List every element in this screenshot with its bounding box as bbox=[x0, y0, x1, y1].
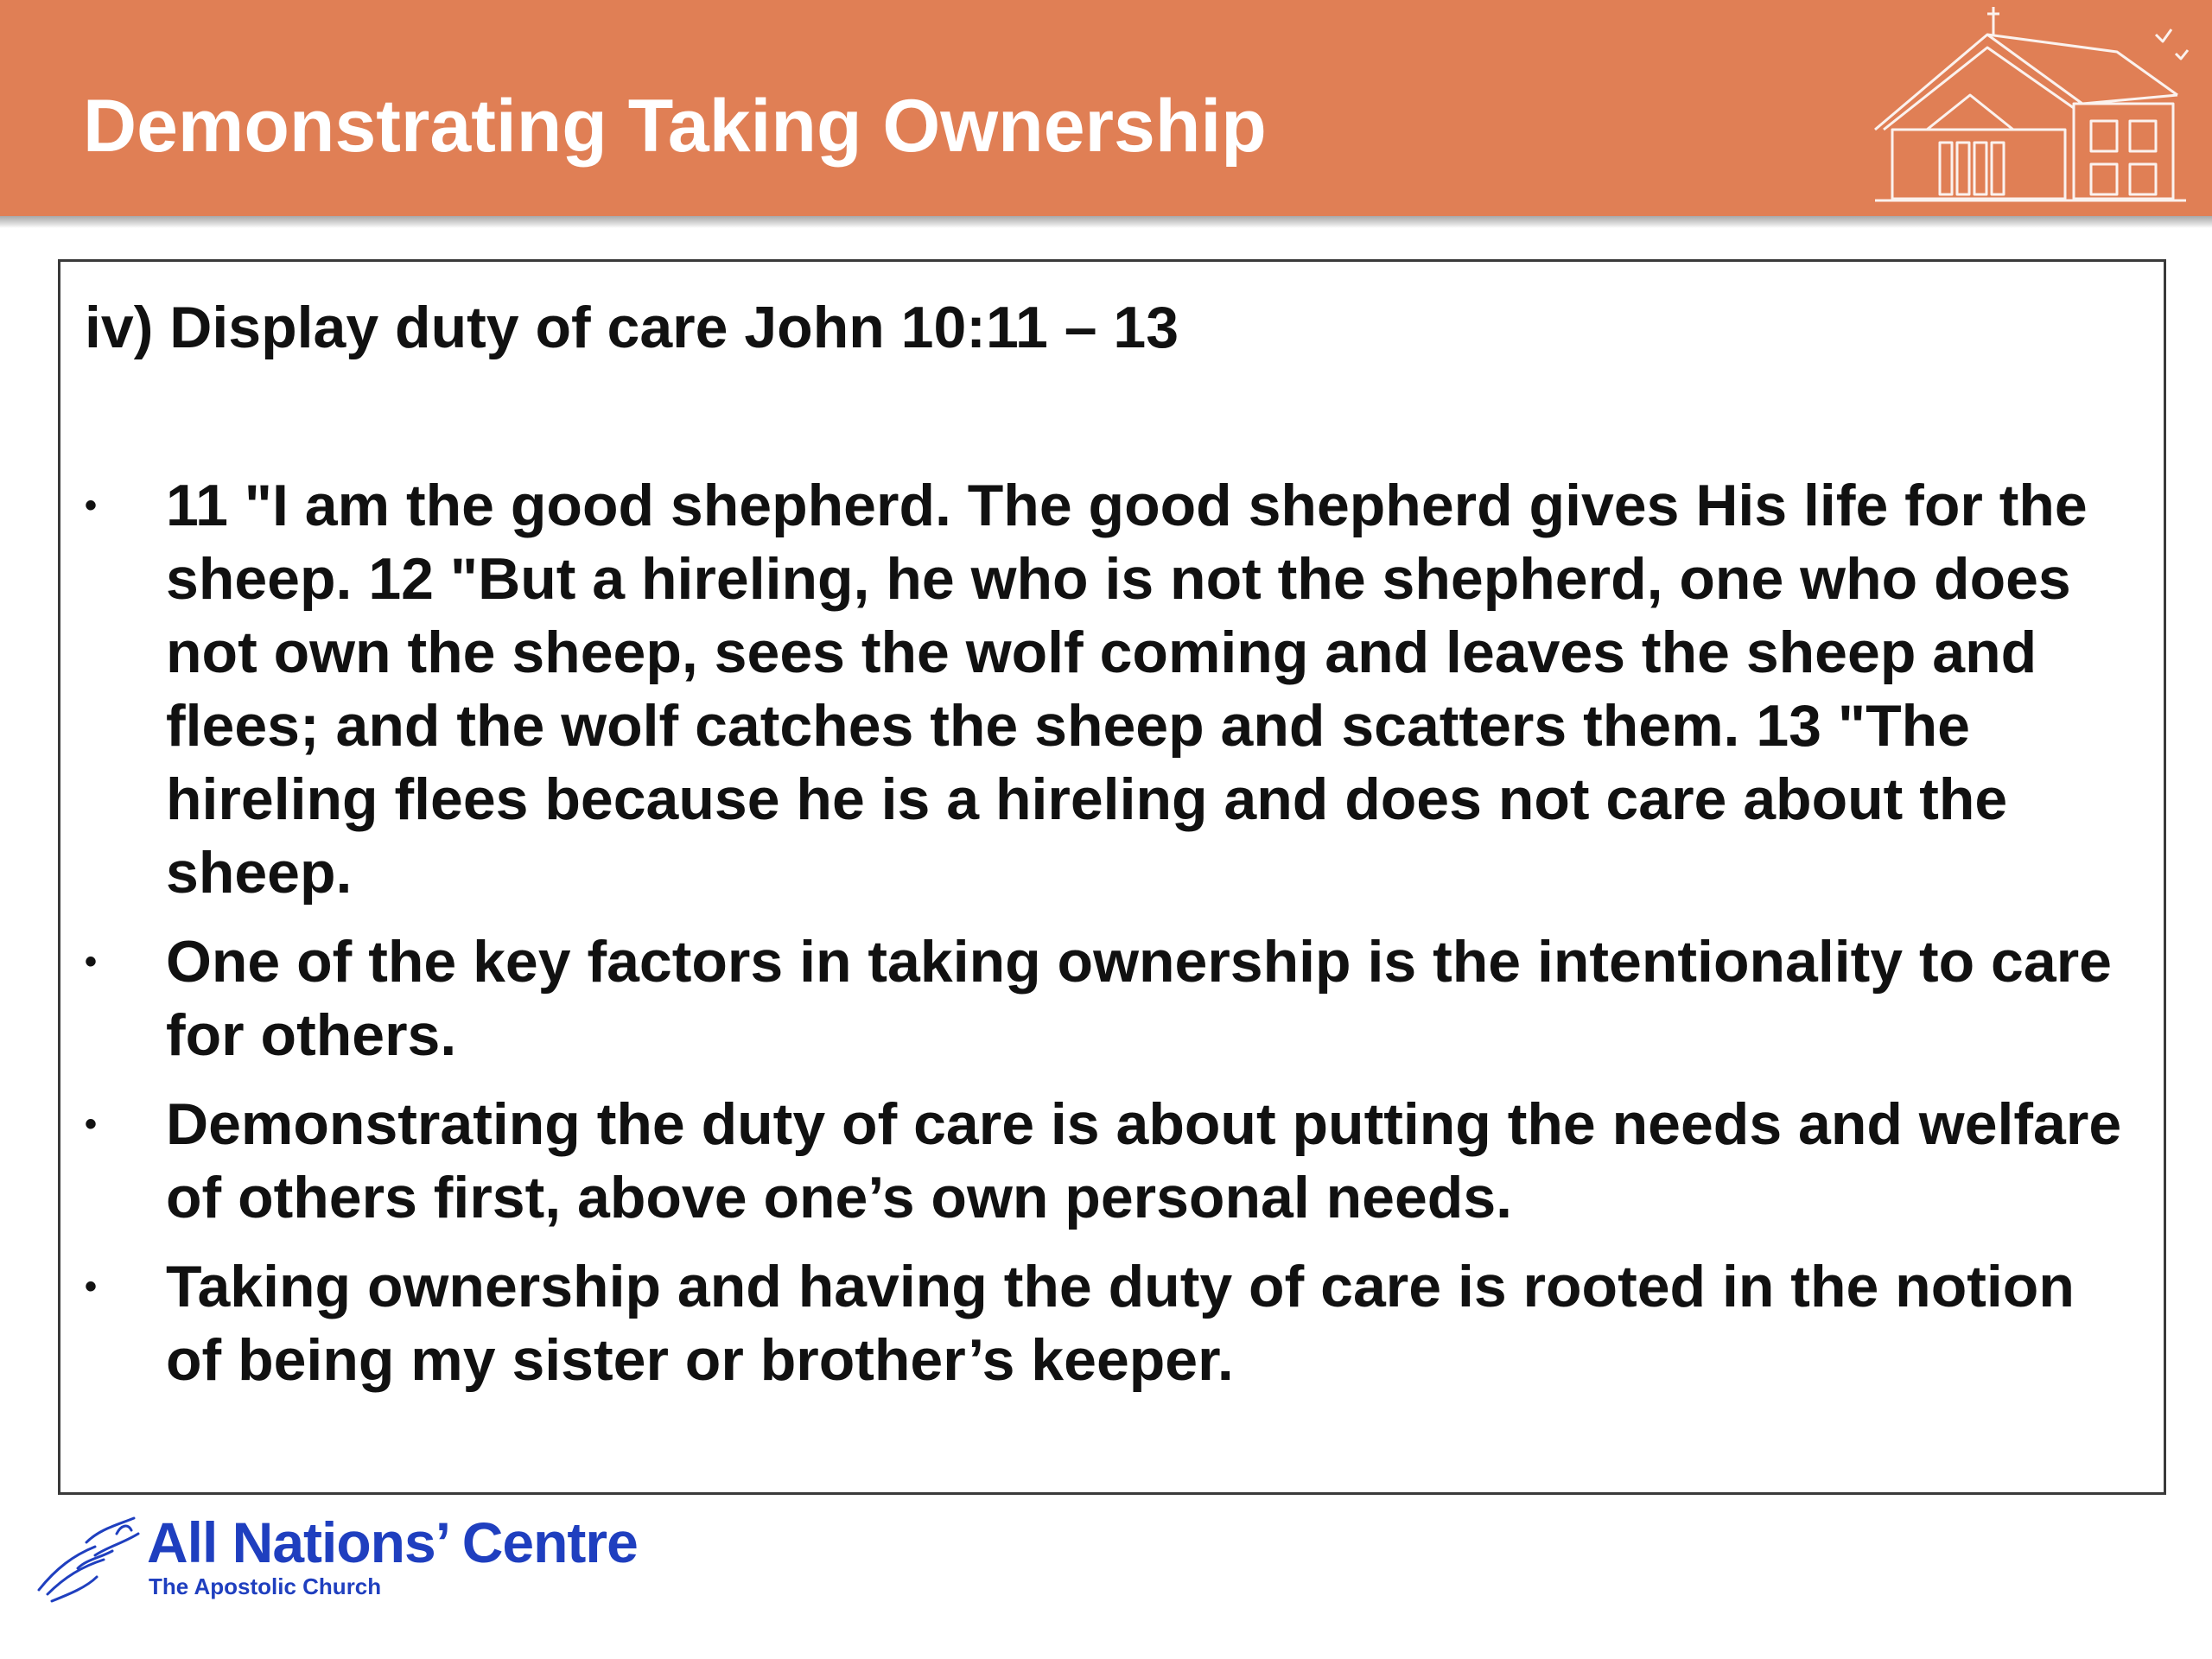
bullet-list bbox=[60, 469, 2152, 1413]
bullet-text: Taking ownership and having the duty of care is rooted in the notion of being my sister or brother’s keeper. bbox=[166, 1254, 2075, 1393]
bullet-dot-icon: • bbox=[85, 1105, 98, 1143]
content-box bbox=[58, 259, 2166, 1495]
footer-logo bbox=[35, 1508, 657, 1611]
church-building-icon bbox=[1858, 0, 2203, 216]
org-subtitle: The Apostolic Church bbox=[149, 1573, 382, 1599]
bullet-item-scripture bbox=[60, 469, 2152, 910]
slide-title: Demonstrating Taking Ownership bbox=[83, 85, 1267, 168]
bullet-dot-icon: • bbox=[85, 1268, 98, 1306]
bullet-text: 11 "I am the good shepherd. The good shepherd gives His life for the sheep. 12 "But a hireling, he who is not the shepherd, one who does not own the sheep, sees the wolf coming and leaves the sheep and flees; and the wolf catches the sheep and scatters them. 13 "The hireling flees because he is a hireling and does not care about the sheep. bbox=[166, 473, 2088, 906]
header-bar bbox=[0, 0, 2212, 216]
bullet-item-keeper bbox=[60, 1250, 2152, 1397]
bullet-item-duty-of-care bbox=[60, 1088, 2152, 1235]
bullet-dot-icon: • bbox=[85, 943, 98, 981]
bullet-text: One of the key factors in taking ownership is the intentionality to care for others. bbox=[166, 929, 2112, 1068]
bullet-item-key-factors bbox=[60, 925, 2152, 1072]
header-shadow bbox=[0, 216, 2212, 228]
hand-dove-logo-icon bbox=[35, 1508, 147, 1603]
org-name: All Nations’ Centre bbox=[147, 1510, 638, 1574]
section-subheading: iv) Display duty of care John 10:11 – 13 bbox=[85, 295, 1179, 360]
bullet-text: Demonstrating the duty of care is about putting the needs and welfare of others first, above one’s own personal needs. bbox=[166, 1091, 2122, 1230]
bullet-dot-icon: • bbox=[85, 486, 98, 524]
